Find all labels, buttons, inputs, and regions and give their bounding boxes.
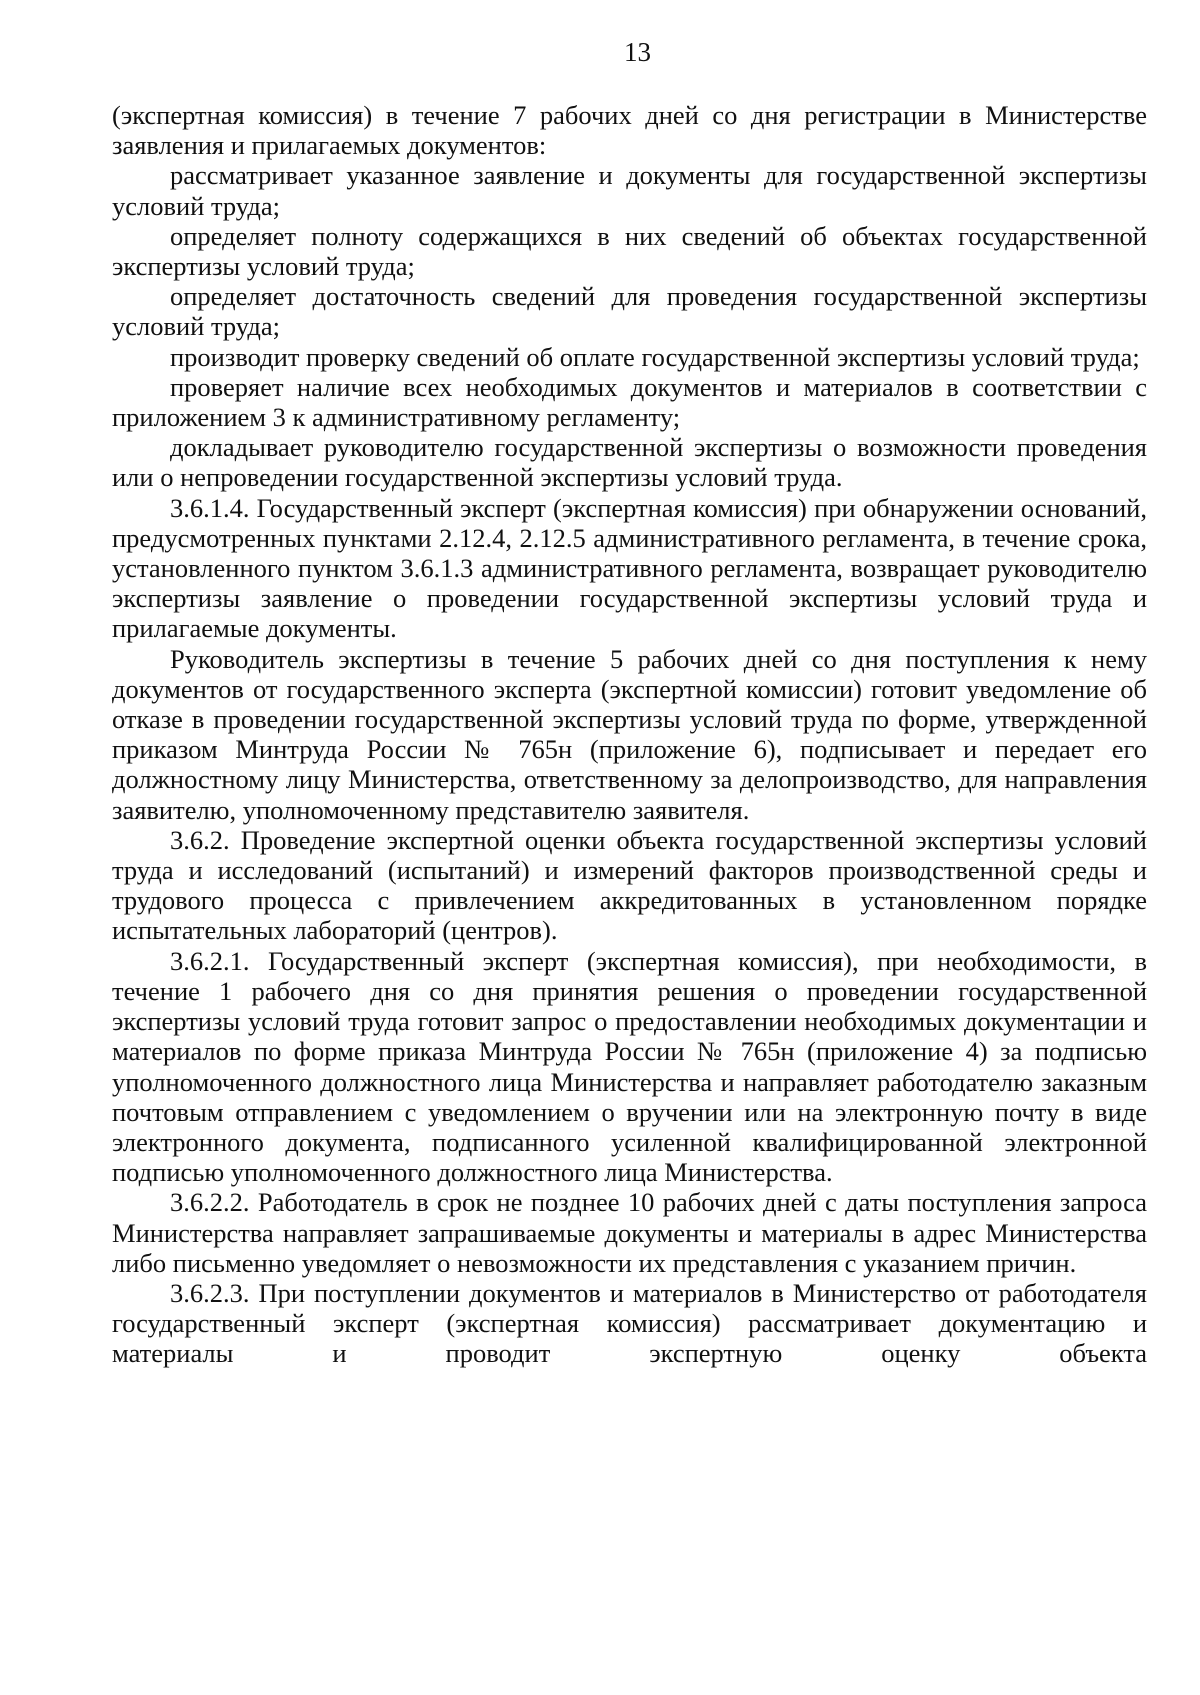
paragraph: определяет полноту содержащихся в них сведений об объектах государственной экспертизы условий труда; bbox=[112, 220, 1147, 282]
paragraph: 3.6.2.2. Работодатель в срок не позднее 10 рабочих дней с даты поступления запроса Министерства направляет запрашиваемые документы и материалы в адрес Министерства либо письменно уведомляет о невозможности их представления с указанием причин. bbox=[112, 1187, 1147, 1278]
paragraph: 3.6.2.1. Государственный эксперт (экспертная комиссия), при необходимости, в течение 1 рабочего дня со дня принятия решения о проведении государственной экспертизы условий труда готовит запрос о предоставлении необходимых документации и материалов по форме приказа Минтруда России № 765н (приложение 4) за подписью уполномоченного должностного лица Министерства и направляет работодателю заказным почтовым отправлением с уведомлением о вручении или на электронную почту в виде электронного документа, подписанного усиленной квалифицированной электронной подписью уполномоченного должностного лица Министерства. bbox=[112, 945, 1147, 1188]
paragraph: 3.6.2. Проведение экспертной оценки объекта государственной экспертизы условий труда и исследований (испытаний) и измерений факторов производственной среды и трудового процесса с привлечением аккредитованных в установленном порядке испытательных лабораторий (центров). bbox=[112, 824, 1147, 946]
paragraph: 3.6.2.3. При поступлении документов и материалов в Министерство от работодателя государственный эксперт (экспертная комиссия) рассматривает документацию и материалы и проводит экспертную оценку объекта bbox=[112, 1277, 1147, 1369]
page-number: 13 bbox=[624, 37, 651, 67]
document-body bbox=[112, 100, 1147, 1369]
paragraph: проверяет наличие всех необходимых документов и материалов в соответствии с приложением 3 к административному регламенту; bbox=[112, 371, 1147, 433]
paragraph: рассматривает указанное заявление и документы для государственной экспертизы условий труда; bbox=[112, 160, 1147, 221]
paragraph: 3.6.1.4. Государственный эксперт (экспертная комиссия) при обнаружении оснований, предусмотренных пунктами 2.12.4, 2.12.5 административного регламента, в течение срока, установленного пунктом 3.6.1.3 административного регламента, возвращает руководителю экспертизы заявление о проведении государственной экспертизы условий труда и прилагаемые документы. bbox=[112, 492, 1147, 644]
paragraph: Руководитель экспертизы в течение 5 рабочих дней со дня поступления к нему документов от государственного эксперта (экспертной комиссии) готовит уведомление об отказе в проведении государственной экспертизы условий труда по форме, утвержденной приказом Минтруда России № 765н (приложение 6), подписывает и передает его должностному лицу Министерства, ответственному за делопроизводство, для направления заявителю, уполномоченному представителю заявителя. bbox=[112, 643, 1147, 825]
paragraph: докладывает руководителю государственной экспертизы о возможности проведения или о непроведении государственной экспертизы условий труда. bbox=[112, 432, 1147, 493]
paragraph: (экспертная комиссия) в течение 7 рабочих дней со дня регистрации в Министерстве заявления и прилагаемых документов: bbox=[112, 100, 1147, 161]
paragraph: производит проверку сведений об оплате государственной экспертизы условий труда; bbox=[170, 341, 1140, 372]
paragraph: определяет достаточность сведений для проведения государственной экспертизы условий труда; bbox=[112, 281, 1147, 342]
